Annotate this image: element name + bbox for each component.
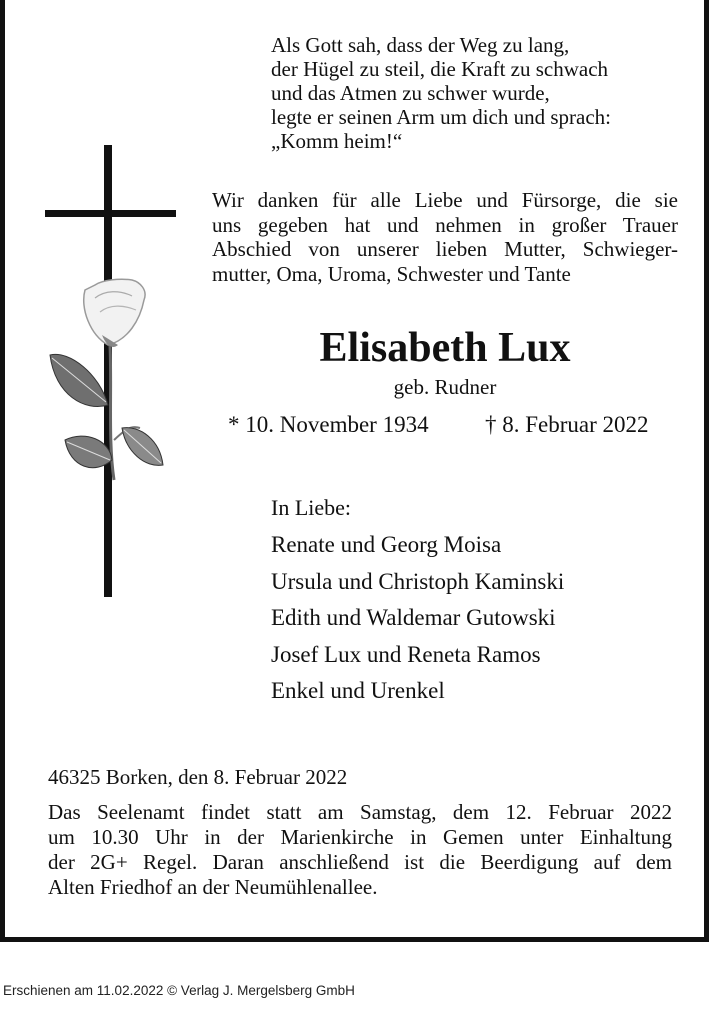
list-item: Ursula und Christoph Kaminski	[271, 568, 565, 594]
thanks-line: Wir danken für alle Liebe und Fürsorge, die sie	[212, 188, 678, 212]
poem-line: legte er seinen Arm um dich und sprach:	[271, 105, 611, 129]
list-item: Edith und Waldemar Gutowski	[271, 605, 556, 630]
mourners-list	[271, 527, 564, 710]
service-line: Das Seelenamt findet statt am Samstag, dem 12. Februar 2022	[48, 800, 672, 824]
poem-line: und das Atmen zu schwer wurde,	[271, 81, 550, 105]
poem-line: „Komm heim!“	[271, 129, 403, 153]
thanks-line: uns gegeben hat und nehmen in großer Trauer	[212, 212, 678, 237]
birth-name: geb. Rudner	[393, 375, 497, 399]
cross-with-rose-icon	[40, 140, 180, 600]
poem	[271, 33, 611, 153]
thanks-line: Abschied von unserer lieben Mutter, Schwieger-	[212, 237, 678, 261]
poem-line: Als Gott sah, dass der Weg zu lang,	[271, 33, 570, 57]
deceased-name: Elisabeth Lux	[319, 325, 571, 371]
poem-line: der Hügel zu steil, die Kraft zu schwach	[271, 57, 609, 81]
thanks-line: mutter, Oma, Uroma, Schwester und Tante	[212, 261, 571, 286]
list-item: Josef Lux und Reneta Ramos	[271, 641, 541, 667]
publication-footer: Erschienen am 11.02.2022 © Verlag J. Mergelsberg GmbH	[3, 983, 355, 998]
mourners-intro: In Liebe:	[271, 495, 352, 520]
service-line: Alten Friedhof an der Neumühlenallee.	[48, 875, 378, 899]
service-line: der 2G+ Regel. Daran anschließend ist die Beerdigung auf dem	[48, 850, 672, 874]
service-info	[48, 800, 672, 900]
list-item: Enkel und Urenkel	[271, 678, 445, 703]
thanks-text	[212, 188, 678, 286]
place-date: 46325 Borken, den 8. Februar 2022	[48, 765, 348, 789]
list-item: Renate und Georg Moisa	[271, 532, 502, 557]
service-line: um 10.30 Uhr in der Marienkirche in Gemen unter Einhaltung	[48, 825, 672, 849]
birth-date: * 10. November 1934	[228, 412, 429, 437]
death-date: † 8. Februar 2022	[485, 412, 649, 437]
